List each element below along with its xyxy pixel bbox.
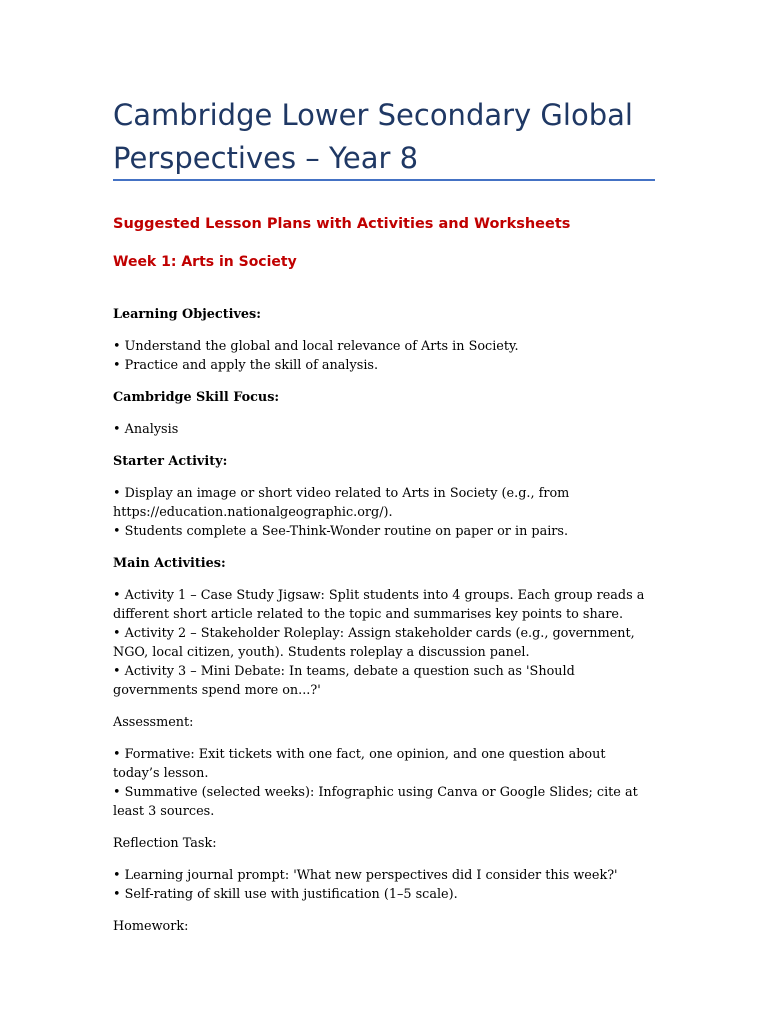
list-item: • Students complete a See-Think-Wonder routine on paper or in pairs. [113, 522, 653, 541]
section-heading-homework: Homework: [113, 919, 189, 934]
list-item: • Summative (selected weeks): Infographic using Canva or Google Slides; cite at least 3 sources. [113, 783, 653, 821]
list-item: • Formative: Exit tickets with one fact, one opinion, and one question about today’s lesson. [113, 745, 653, 783]
list-item: • Activity 3 – Mini Debate: In teams, debate a question such as 'Should governments spend more on...?' [113, 662, 653, 700]
title-underline [113, 179, 655, 181]
document-subtitle: Suggested Lesson Plans with Activities and Worksheets [113, 216, 571, 232]
lesson-body [113, 305, 653, 936]
section-heading-reflection-task: Reflection Task: [113, 836, 217, 851]
list-item: • Understand the global and local relevance of Arts in Society. [113, 337, 653, 356]
list-item: • Learning journal prompt: 'What new perspectives did I consider this week?' [113, 866, 653, 885]
list-item: • Activity 2 – Stakeholder Roleplay: Assign stakeholder cards (e.g., government, NGO, local citizen, youth). Students roleplay a discussion panel. [113, 624, 653, 662]
section-heading-main-activities: Main Activities: [113, 556, 226, 571]
section-heading-assessment: Assessment: [113, 715, 194, 730]
week-heading: Week 1: Arts in Society [113, 254, 297, 270]
section-heading-starter-activity: Starter Activity: [113, 454, 228, 469]
list-item: • Display an image or short video related to Arts in Society (e.g., from https://education.nationalgeographic.org/). [113, 484, 653, 522]
list-item: • Activity 1 – Case Study Jigsaw: Split students into 4 groups. Each group reads a different short article related to the topic and summarises key points to share. [113, 586, 653, 624]
document-title: Cambridge Lower Secondary Global Perspectives – Year 8 [113, 98, 633, 175]
section-heading-skill-focus: Cambridge Skill Focus: [113, 390, 280, 405]
list-item: • Self-rating of skill use with justification (1–5 scale). [113, 885, 653, 904]
list-item: • Practice and apply the skill of analysis. [113, 356, 653, 375]
list-item: • Analysis [113, 420, 653, 439]
section-heading-learning-objectives: Learning Objectives: [113, 307, 261, 322]
